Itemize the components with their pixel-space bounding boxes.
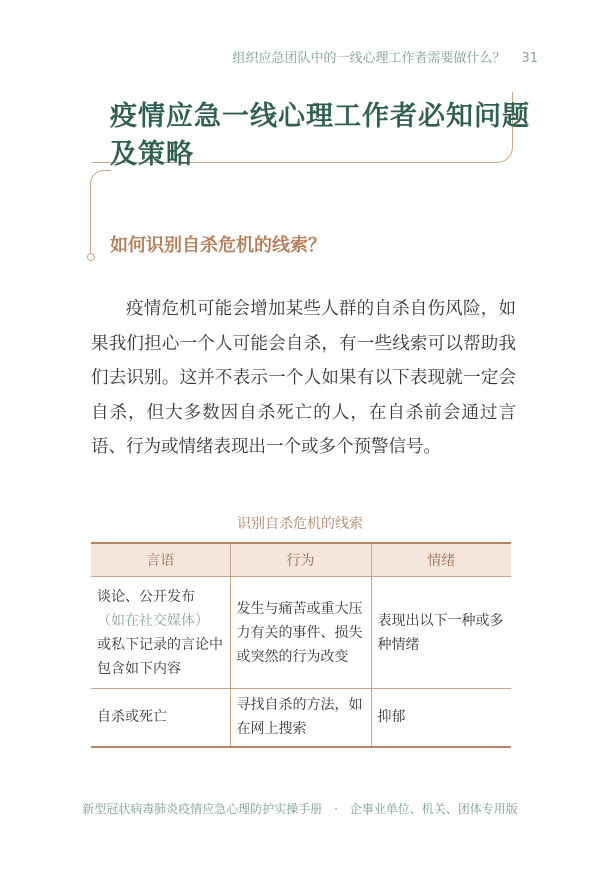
suicide-clues-table bbox=[91, 542, 511, 748]
body-paragraph: 疫情危机可能会增加某些人群的自杀自伤风险，如果我们担心一个人可能会自杀，有一些线索可以帮助我们去识别。这并不表示一个人如果有以下表现就一定会自杀，但大多数因自杀死亡的人，在自杀前会通过言语、行为或情绪表现出一个或多个预警信号。 bbox=[91, 299, 516, 457]
cell-speech bbox=[91, 577, 230, 689]
chapter-title: 组织应急团队中的一线心理工作者需要做什么？ bbox=[232, 51, 506, 66]
table-row bbox=[91, 689, 511, 747]
page-title: 疫情应急一线心理工作者必知问题及策略 bbox=[110, 101, 530, 170]
cell-emotion: 抑郁 bbox=[371, 689, 511, 747]
cell-emotion: 表现出以下一种或多种情绪 bbox=[371, 577, 511, 689]
header-behavior: 行为 bbox=[230, 543, 371, 577]
cell-behavior: 寻找自杀的方法，如在网上搜索 bbox=[230, 689, 371, 747]
table-header-row bbox=[91, 543, 511, 577]
section-subtitle: 如何识别自杀危机的线索？ bbox=[110, 235, 326, 256]
footer-separator: · bbox=[334, 802, 338, 816]
cell-speech: 自杀或死亡 bbox=[91, 689, 230, 747]
speech-text-a: 谈论、公开发布 bbox=[97, 588, 195, 605]
table-caption: 识别自杀危机的线索 bbox=[237, 516, 363, 532]
header-speech: 言语 bbox=[91, 543, 230, 577]
speech-text-paren: （如在社交媒体） bbox=[97, 612, 209, 629]
cell-behavior: 发生与痛苦或重大压力有关的事件、损失或突然的行为改变 bbox=[230, 577, 371, 689]
running-header bbox=[232, 47, 538, 66]
frame-dot-decoration bbox=[87, 253, 95, 261]
running-footer bbox=[0, 800, 600, 817]
speech-text-b: 或私下记录的言论中包含如下内容 bbox=[97, 636, 223, 677]
edition-label: 企事业单位、机关、团体专用版 bbox=[349, 802, 518, 816]
page-number: 31 bbox=[521, 51, 538, 66]
subtitle-frame-decoration bbox=[90, 170, 111, 259]
table-row bbox=[91, 577, 511, 689]
header-emotion: 情绪 bbox=[371, 543, 511, 577]
book-title: 新型冠状病毒肺炎疫情应急心理防护实操手册 bbox=[82, 802, 323, 816]
